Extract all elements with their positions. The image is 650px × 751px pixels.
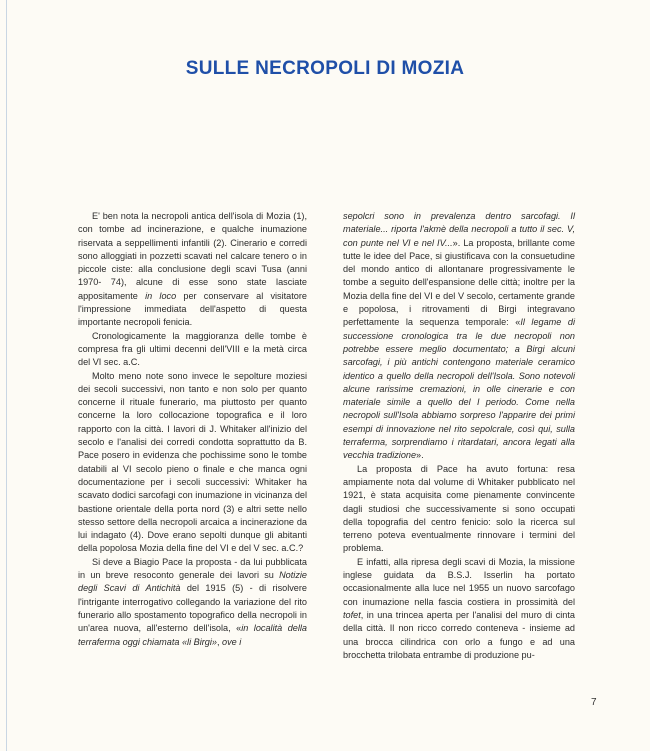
paragraph: Cronologicamente la maggioranza delle tombe è compresa fra gli ultimi decenni dell'VIII e la metà circa del VI sec. a.C. [78,330,307,368]
paragraph: E' ben nota la necropoli antica dell'isola di Mozia (1), con tombe ad incinerazione, e qualche inumazione riservata a seppellimenti infantili (2). Cinerario e corredi sono alloggiati in pozzetti scavati nel calcare tenero o in piccole ciste: alla conclusione degli scavi Tusa (anni 1970- 74), alcune di esse sono state lasciate appositamente in loco per conservare al visitatore l'impressione immediata dell'aspetto di questa importante necropoli fenicia. [78,211,307,328]
page-title: SULLE NECROPOLI DI MOZIA [185,58,465,79]
paragraph: sepolcri sono in prevalenza dentro sarcofagi. Il materiale... riporta l'akmè della necropoli a tutto il sec. V, con punte nel VI e nel IV...». La proposta, brillante come tutte le idee del Pace, si giustificava con la consuetudine del mondo antico di allontanare progressivamente le tombe a seguito dell'espansione delle città; inoltre per la Mozia della fine del VI e del V secolo, certamente grande e popolosa, i ritrovamenti di Birgi integravano perfettamente la sequenza temporale: «Il legame di successione cronologica tra le due necropoli non potrebbe essere meglio documentato; a Birgi alcuni sarcofagi, i più antichi contengono materiale ceramico identico a quello della necropoli dell'Isola. Sono notevoli alcune rarissime cremazioni, in olle cinerarie e con materiale simile a quello del I periodo. Come nella necropoli sull'Isola abbiamo sorpreso l'apparire dei primi esempi di innovazione nel rito sepolcrale, così qui, sulla terraferma, sorprendiamo i ritardatari, ancora legati alla vecchia tradizione». [343,211,576,461]
paragraph: La proposta di Pace ha avuto fortuna: resa ampiamente nota dal volume di Whitaker pubblicato nel 1921, è stata acquisita come pienamente convincente dagli studiosi che successivamente si sono occupati della topografia del centro fenicio: solo la ricerca sul terreno poteva eventualmente rinnovare i termini del problema. [343,463,575,554]
paragraph: Molto meno note sono invece le sepolture moziesi dei secoli successivi, non tanto e non solo per quanto concerne il rituale funerario, ma piuttosto per quanto concerne la loro collocazione topografica e il loro rapporto con la città. I lavori di J. Whitaker all'inizio del secolo e l'analisi dei corredi condotta soprattutto da B. Pace posero in evidenza che pochissime sono le tombe databili al VI secolo pieno o finale e che manca ogni documentazione per i secoli successivi: Whitaker ha scavato dodici sarcofagi con inumazione in vicinanza del bastione orientale della porta nord (3) e altri sette nello stesso settore della necropoli arcaica a incinerazione da lui indagato (4). Dove erano sepolti dunque gli abitanti della popolosa Mozia della fine del VI e del V sec. a.C.? [78,370,307,554]
text-column-right [343,210,575,662]
text-column-left [78,210,307,649]
page-number: 7 [591,697,597,708]
paragraph: Si deve a Biagio Pace la proposta - da lui pubblicata in un breve resoconto generale dei lavori su Notizie degli Scavi di Antichità del 1915 (5) - di risolvere l'intrigante interrogativo collegando la variazione del rito funerario allo spostamento topografico della necropoli in un'area nuova, all'esterno dell'isola, «in località della terraferma oggi chiamata «li Birgi», ove i [78,556,307,647]
page-edge [6,0,7,751]
paragraph: E infatti, alla ripresa degli scavi di Mozia, la missione inglese guidata da B.S.J. Isserlin ha portato occasionalmente alla luce nel 1955 un nuovo sarcofago con inumazione nella fascia costiera in prossimità del tofet, in una trincea aperta per l'analisi del muro di cinta della città. Il non ricco corredo conteneva - insieme ad una brocca cilindrica con orlo a fungo e ad una brocchetta trilobata entrambe di produzione pu- [343,556,575,660]
